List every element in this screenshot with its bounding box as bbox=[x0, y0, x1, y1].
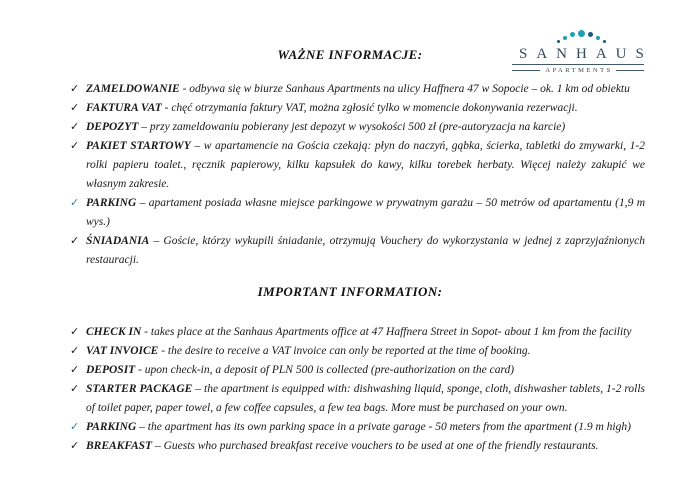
item-description: – Goście, którzy wykupili śniadanie, otrzymują Vouchery do wykorzystania w jednej z zaprzyjaźnionych restauracji. bbox=[86, 235, 645, 266]
item-description: – the apartment is equipped with: dishwashing liquid, sponge, cloth, dishwasher tablets, 1-2 rolls of toilet paper, paper towel, a few coffee capsules, a few tea bags. More must be purchased on your own. bbox=[86, 383, 646, 414]
list-item bbox=[70, 437, 645, 456]
check-icon: ✓ bbox=[70, 345, 80, 357]
list-item bbox=[70, 118, 645, 137]
list-item bbox=[70, 99, 645, 118]
logo-name-row bbox=[512, 45, 653, 65]
item-label: DEPOZYT bbox=[86, 121, 139, 133]
check-icon: ✓ bbox=[70, 197, 80, 209]
list-item bbox=[70, 418, 645, 437]
logo-rule-left bbox=[512, 70, 540, 71]
list-item-text bbox=[86, 323, 645, 342]
list-item-text bbox=[86, 342, 645, 361]
list-item-text bbox=[86, 361, 645, 380]
check-icon: ✓ bbox=[70, 102, 80, 114]
list-item-text bbox=[86, 194, 645, 232]
english-checklist bbox=[70, 323, 645, 456]
list-item-text bbox=[86, 137, 645, 194]
item-label: ZAMELDOWANIE bbox=[86, 83, 180, 95]
check-icon: ✓ bbox=[70, 83, 80, 95]
item-description: – w apartamencie na Gościa czekają: płyn do naczyń, gąbka, ścierka, tabletki do zmywarki, 1-2 rolki papieru toalet., ręcznik papierowy, kilku kapsułek do kawy, kilku torebek herbaty. Więcej należy zakupić we własnym zakresie. bbox=[86, 140, 645, 190]
check-icon: ✓ bbox=[70, 121, 80, 133]
item-label: BREAKFAST bbox=[86, 440, 153, 452]
item-description: - takes place at the Sanhaus Apartments office at 47 Haffnera Street in Sopot- about 1 km from the facility bbox=[144, 326, 632, 338]
item-label: FAKTURA VAT bbox=[86, 102, 162, 114]
list-item-text bbox=[86, 380, 645, 418]
sanhaus-logo bbox=[512, 30, 653, 74]
item-description: - upon check-in, a deposit of PLN 500 is collected (pre-authorization on the card) bbox=[138, 364, 515, 376]
check-icon: ✓ bbox=[70, 383, 80, 395]
list-item bbox=[70, 194, 645, 232]
logo-dot bbox=[588, 32, 593, 37]
check-icon: ✓ bbox=[70, 364, 80, 376]
item-label: PARKING bbox=[86, 421, 137, 433]
list-item-text bbox=[86, 80, 645, 99]
list-item bbox=[70, 361, 645, 380]
item-label: PARKING bbox=[86, 197, 137, 209]
list-item bbox=[70, 80, 645, 99]
heading-english: IMPORTANT INFORMATION: bbox=[257, 284, 443, 299]
item-description: – apartament posiada własne miejsce parkingowe w prywatnym garażu – 50 metrów od apartamentu (1,9 m wys.) bbox=[86, 197, 646, 228]
item-description: – Guests who purchased breakfast receive vouchers to be used at one of the friendly restaurants. bbox=[154, 440, 599, 452]
list-item bbox=[70, 380, 645, 418]
list-item-text bbox=[86, 118, 645, 137]
item-label: STARTER PACKAGE bbox=[86, 383, 193, 395]
check-icon: ✓ bbox=[70, 140, 80, 152]
logo-dot bbox=[570, 32, 575, 37]
item-label: DEPOSIT bbox=[86, 364, 136, 376]
logo-name: SANHAUS bbox=[519, 46, 653, 62]
item-label: PAKIET STARTOWY bbox=[86, 140, 191, 152]
logo-dot bbox=[557, 40, 560, 43]
list-item-text bbox=[86, 437, 645, 456]
list-item bbox=[70, 137, 645, 194]
check-icon: ✓ bbox=[70, 235, 80, 247]
item-label: ŚNIADANIA bbox=[86, 235, 150, 247]
item-description: - odbywa się w biurze Sanhaus Apartments na ulicy Haffnera 47 w Sopocie – ok. 1 km od obiektu bbox=[182, 83, 630, 95]
item-label: CHECK IN bbox=[86, 326, 142, 338]
list-item bbox=[70, 323, 645, 342]
logo-subtitle-row bbox=[512, 67, 644, 74]
list-item-text bbox=[86, 232, 645, 270]
list-item-text bbox=[86, 99, 645, 118]
item-description: - the desire to receive a VAT invoice can only be reported at the time of booking. bbox=[161, 345, 531, 357]
check-icon: ✓ bbox=[70, 421, 80, 433]
item-description: - chęć otrzymania faktury VAT, można zgłosić tylko w momencie dokonywania rezerwacji. bbox=[164, 102, 578, 114]
check-icon: ✓ bbox=[70, 440, 80, 452]
check-icon: ✓ bbox=[70, 326, 80, 338]
logo-subtitle: APARTMENTS bbox=[545, 67, 613, 74]
item-description: – przy zameldowaniu pobierany jest depozyt w wysokości 500 zł (pre-autoryzacja na karcie) bbox=[141, 121, 566, 133]
logo-dot bbox=[596, 36, 600, 40]
item-description: – the apartment has its own parking space in a private garage - 50 meters from the apartment (1.9 m high) bbox=[139, 421, 631, 433]
list-item bbox=[70, 342, 645, 361]
dots-arc-icon bbox=[556, 30, 610, 44]
logo-dot bbox=[578, 30, 585, 37]
logo-dot bbox=[603, 40, 606, 43]
item-label: VAT INVOICE bbox=[86, 345, 159, 357]
list-item bbox=[70, 232, 645, 270]
heading-polish: WAŻNE INFORMACJE: bbox=[277, 47, 423, 62]
logo-rule-right bbox=[616, 70, 644, 71]
logo-dot bbox=[563, 36, 567, 40]
polish-checklist bbox=[70, 80, 645, 270]
list-item-text bbox=[86, 418, 645, 437]
